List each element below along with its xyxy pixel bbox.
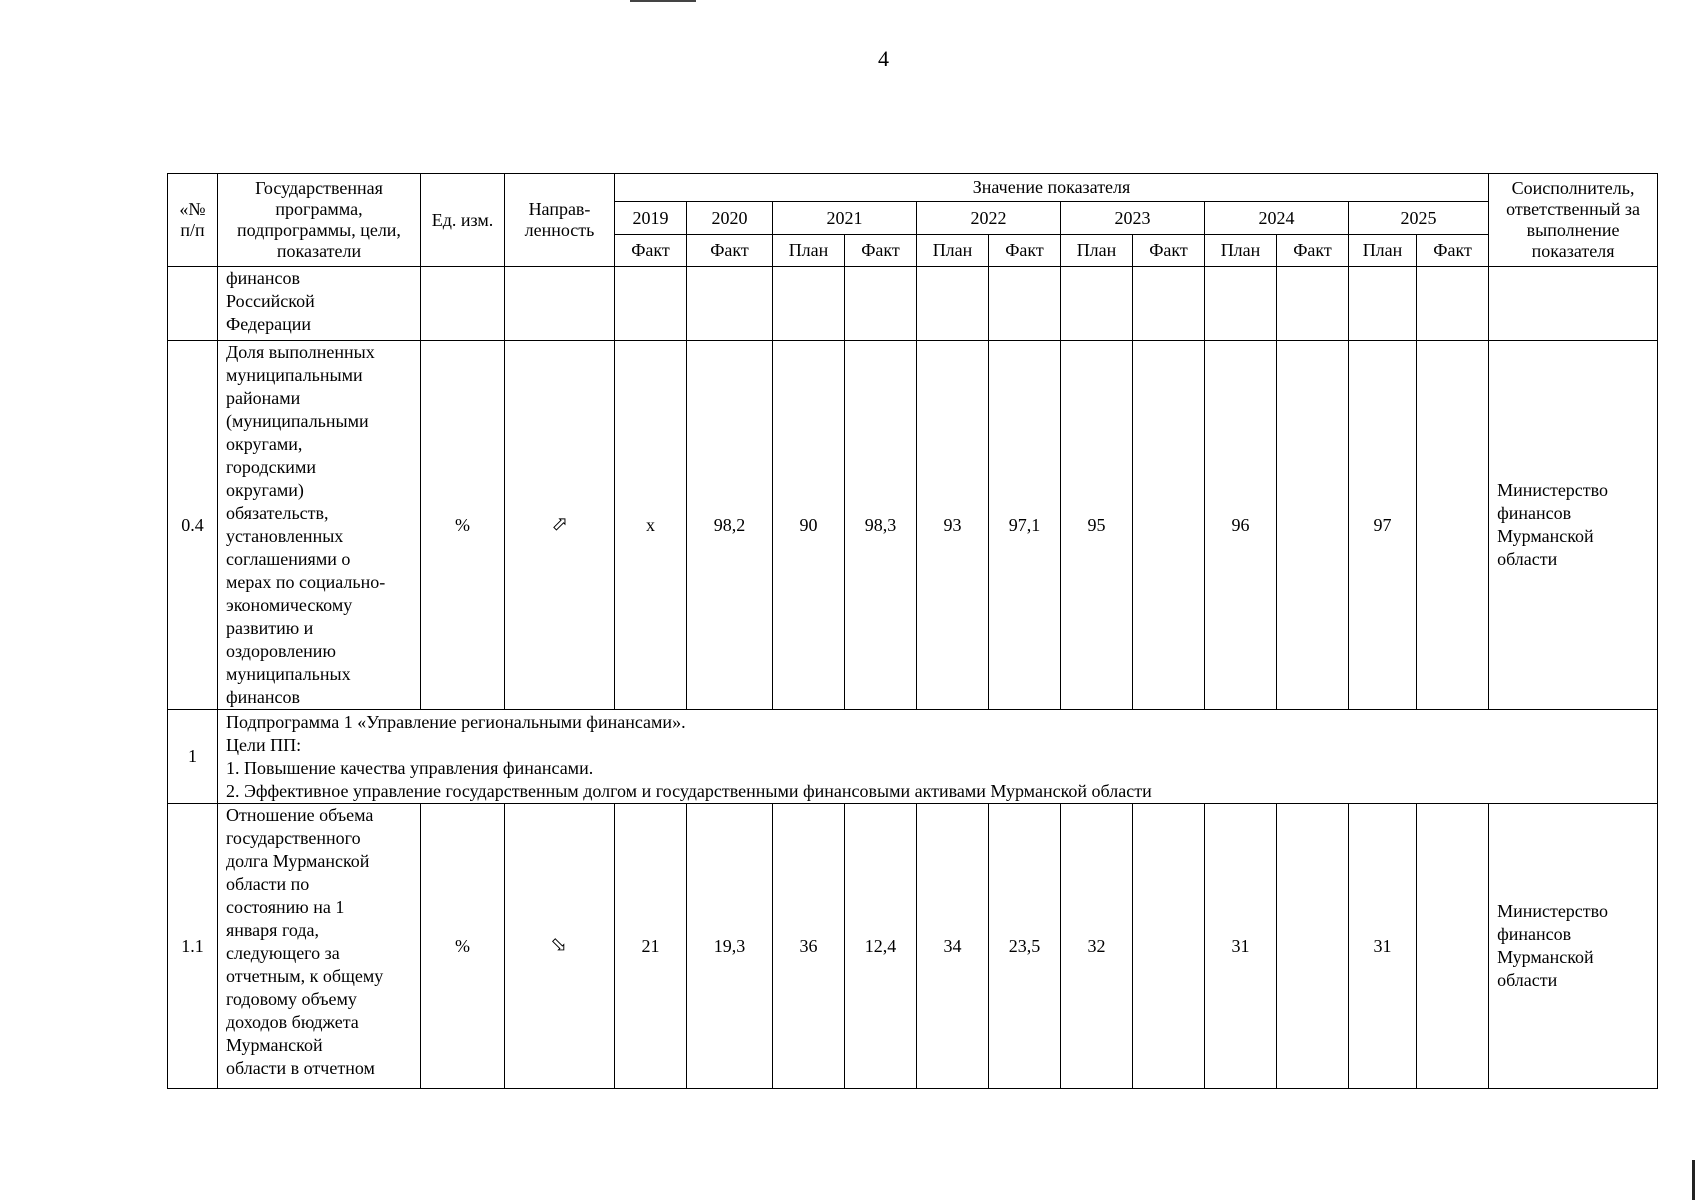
cell-value — [773, 267, 845, 341]
program-line: финансов — [226, 268, 301, 288]
cell-value-2021-fact: 98,3 — [845, 341, 917, 710]
cell-num: 1.1 — [168, 804, 218, 1089]
cell-unit: % — [421, 804, 505, 1089]
header-value-group: Значение показателя — [615, 174, 1489, 202]
cell-value-2019-fact: 21 — [615, 804, 687, 1089]
program-line: городскими — [226, 457, 316, 477]
program-line: установленных — [226, 526, 344, 546]
header-plan: План — [1061, 235, 1133, 267]
cell-unit — [421, 267, 505, 341]
program-line: оздоровлению — [226, 641, 336, 661]
program-line: годовому объему — [226, 989, 357, 1009]
cell-subprogram — [218, 710, 1658, 804]
header-fact: Факт — [687, 235, 773, 267]
program-line: Федерации — [226, 314, 312, 334]
indicators-table — [167, 173, 1658, 1089]
program-line: Отношение объема — [226, 805, 374, 825]
program-line: следующего за — [226, 943, 340, 963]
cell-value — [1349, 267, 1417, 341]
header-num: «№ п/п — [168, 174, 218, 267]
cell-value-2023-plan: 32 — [1061, 804, 1133, 1089]
cell-value-2025-fact — [1417, 341, 1489, 710]
program-line: Российской — [226, 291, 315, 311]
table-row-subprogram-1 — [168, 710, 1658, 804]
cell-direction — [505, 341, 615, 710]
cell-value — [1061, 267, 1133, 341]
cell-value — [1417, 267, 1489, 341]
header-fact: Факт — [1417, 235, 1489, 267]
cell-value-2020-fact: 98,2 — [687, 341, 773, 710]
cell-unit: % — [421, 341, 505, 710]
program-line: финансов — [226, 687, 301, 707]
program-line: обязательств, — [226, 503, 329, 523]
responsible-line: Министерство — [1497, 480, 1609, 500]
program-line: округами) — [226, 480, 304, 500]
cell-value-2023-plan: 95 — [1061, 341, 1133, 710]
scan-top-mark — [630, 0, 696, 2]
program-line: состоянию на 1 — [226, 897, 345, 917]
program-line: доходов бюджета — [226, 1012, 359, 1032]
cell-responsible — [1489, 267, 1658, 341]
scan-side-mark — [1692, 1160, 1695, 1200]
cell-value — [615, 267, 687, 341]
header-year-2023: 2023 — [1061, 202, 1205, 235]
header-responsible: Соисполнитель, ответственный за выполнение показателя — [1489, 174, 1658, 267]
header-program: Государственная программа, подпрограммы, цели, показатели — [218, 174, 421, 267]
cell-value — [917, 267, 989, 341]
cell-num: 0.4 — [168, 341, 218, 710]
program-line: января года, — [226, 920, 320, 940]
header-year-2021: 2021 — [773, 202, 917, 235]
program-line: области в отчетном — [226, 1058, 375, 1078]
header-year-2019: 2019 — [615, 202, 687, 235]
subprogram-line: 1. Повышение качества управления финансами. — [226, 757, 594, 778]
program-line: (муниципальными — [226, 411, 369, 431]
cell-value-2021-plan: 90 — [773, 341, 845, 710]
cell-value-2025-plan: 31 — [1349, 804, 1417, 1089]
cell-direction — [505, 267, 615, 341]
cell-value — [1133, 267, 1205, 341]
responsible-line: финансов — [1497, 503, 1572, 523]
arrow-up-right-icon: ⇧ — [545, 509, 575, 539]
cell-value-2022-plan: 34 — [917, 804, 989, 1089]
responsible-line: Мурманской — [1497, 947, 1594, 967]
subprogram-line: 2. Эффективное управление государственным долгом и государственными финансовыми активами Мурманской области — [226, 780, 1152, 801]
cell-value-2021-fact: 12,4 — [845, 804, 917, 1089]
cell-value-2022-fact: 23,5 — [989, 804, 1061, 1089]
program-line: Мурманской — [226, 1035, 323, 1055]
cell-value-2022-fact: 97,1 — [989, 341, 1061, 710]
header-year-2025: 2025 — [1349, 202, 1489, 235]
program-line: мерах по социально- — [226, 572, 386, 592]
program-line: Доля выполненных — [226, 342, 375, 362]
cell-value-2024-plan: 31 — [1205, 804, 1277, 1089]
program-line: отчетным, к общему — [226, 966, 384, 986]
header-direction: Направ-ленность — [505, 174, 615, 267]
cell-value — [1277, 267, 1349, 341]
cell-value-2024-plan: 96 — [1205, 341, 1277, 710]
cell-value-2021-plan: 36 — [773, 804, 845, 1089]
header-year-2022: 2022 — [917, 202, 1061, 235]
program-line: районами — [226, 388, 301, 408]
header-plan: План — [917, 235, 989, 267]
arrow-down-right-icon: ⇩ — [544, 930, 574, 960]
header-year-2020: 2020 — [687, 202, 773, 235]
header-fact: Факт — [845, 235, 917, 267]
subprogram-line: Подпрограмма 1 «Управление региональными финансами». — [226, 711, 686, 732]
header-fact: Факт — [615, 235, 687, 267]
header-plan: План — [773, 235, 845, 267]
program-line: соглашениями о — [226, 549, 351, 569]
program-line: государственного — [226, 828, 361, 848]
table-row-continuation — [168, 267, 1658, 341]
responsible-line: финансов — [1497, 924, 1572, 944]
responsible-line: области — [1497, 549, 1558, 569]
cell-direction — [505, 804, 615, 1089]
cell-num: 1 — [168, 710, 218, 804]
cell-value-2024-fact — [1277, 341, 1349, 710]
cell-value-2020-fact: 19,3 — [687, 804, 773, 1089]
cell-value-2025-plan: 97 — [1349, 341, 1417, 710]
cell-value — [989, 267, 1061, 341]
program-line: муниципальных — [226, 664, 351, 684]
cell-program — [218, 804, 421, 1089]
responsible-line: Мурманской — [1497, 526, 1594, 546]
cell-value-2019-fact: х — [615, 341, 687, 710]
cell-num — [168, 267, 218, 341]
cell-value — [1205, 267, 1277, 341]
cell-value-2023-fact — [1133, 804, 1205, 1089]
cell-value — [845, 267, 917, 341]
header-row-1 — [168, 174, 1658, 202]
cell-responsible — [1489, 341, 1658, 710]
cell-value-2023-fact — [1133, 341, 1205, 710]
cell-responsible — [1489, 804, 1658, 1089]
header-fact: Факт — [1133, 235, 1205, 267]
header-unit: Ед. изм. — [421, 174, 505, 267]
header-fact: Факт — [1277, 235, 1349, 267]
header-year-2024: 2024 — [1205, 202, 1349, 235]
cell-program — [218, 341, 421, 710]
program-line: долга Мурманской — [226, 851, 370, 871]
program-line: развитию и — [226, 618, 314, 638]
subprogram-line: Цели ПП: — [226, 734, 302, 755]
cell-value — [687, 267, 773, 341]
header-plan: План — [1349, 235, 1417, 267]
cell-program — [218, 267, 421, 341]
table-row-1-1 — [168, 804, 1658, 1089]
responsible-line: Министерство — [1497, 901, 1609, 921]
header-fact: Факт — [989, 235, 1061, 267]
cell-value-2022-plan: 93 — [917, 341, 989, 710]
program-line: экономическому — [226, 595, 353, 615]
program-line: муниципальными — [226, 365, 363, 385]
cell-value-2025-fact — [1417, 804, 1489, 1089]
responsible-line: области — [1497, 970, 1558, 990]
header-plan: План — [1205, 235, 1277, 267]
cell-value-2024-fact — [1277, 804, 1349, 1089]
program-line: области по — [226, 874, 310, 894]
program-line: округами, — [226, 434, 303, 454]
table-row-0-4 — [168, 341, 1658, 710]
page-number: 4 — [878, 46, 889, 71]
